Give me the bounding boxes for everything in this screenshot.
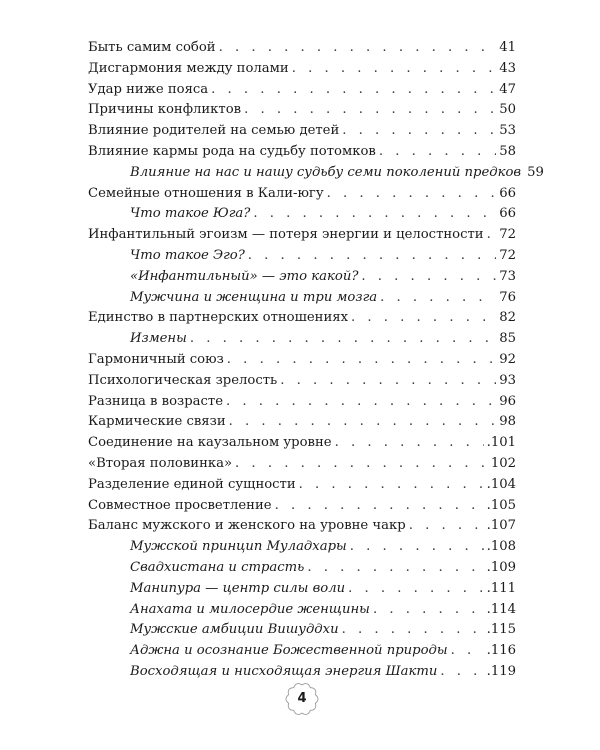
dot-leader — [409, 516, 484, 537]
toc-entry-title: Кармические связи — [88, 414, 226, 430]
toc-entry-page: 72 — [499, 227, 516, 243]
toc-entry-page: 92 — [499, 351, 516, 367]
dot-leader — [244, 100, 496, 121]
toc-entry-title: Единство в партнерских отношениях — [88, 310, 349, 326]
toc-entry-title: Что такое Эго? — [130, 247, 245, 263]
toc-entry-title: Аджна и осознание Божественной природы — [130, 643, 448, 659]
dot-leader — [440, 662, 483, 683]
toc-entry-page: .111 — [486, 580, 516, 596]
dot-leader — [227, 350, 496, 371]
toc-entry — [88, 496, 516, 517]
toc-entry-page: .116 — [486, 643, 516, 659]
toc-entry-page: .101 — [486, 435, 516, 451]
toc-entry-page: 102 — [490, 455, 516, 471]
toc-entry-page: .115 — [486, 622, 516, 638]
toc-subentry — [88, 662, 516, 683]
toc-entry — [88, 184, 516, 205]
toc-entry — [88, 371, 516, 392]
toc-subentry — [88, 204, 516, 225]
toc-entry-page: 66 — [499, 185, 516, 201]
page-number-badge — [285, 682, 319, 716]
dot-leader — [253, 204, 496, 225]
toc-entry-title: Что такое Юга? — [130, 206, 251, 222]
dot-leader — [292, 59, 497, 80]
toc-entry-title: Мужчина и женщина и три мозга — [130, 289, 378, 305]
toc-subentry — [88, 288, 516, 309]
dot-leader — [373, 600, 484, 621]
dot-leader — [380, 288, 496, 309]
toc-entry — [88, 308, 516, 329]
toc-entry — [88, 475, 516, 496]
toc-entry-title: Анахата и милосердие женщины — [130, 601, 370, 617]
toc-entry-title: Свадхистана и страсть — [130, 559, 305, 575]
toc-subentry — [88, 329, 516, 350]
toc-entry-page: 66 — [499, 206, 516, 222]
toc-entry-page: 85 — [499, 331, 516, 347]
toc-entry-page: 72 — [499, 247, 516, 263]
toc-subentry — [88, 600, 516, 621]
toc-entry — [88, 38, 516, 59]
toc-entry-page: 93 — [499, 372, 516, 388]
dot-leader — [335, 433, 484, 454]
toc-subentry — [88, 620, 516, 641]
dot-leader — [348, 579, 484, 600]
toc-entry-title: Восходящая и нисходящая энергия Шакти — [130, 663, 438, 679]
toc-entry — [88, 225, 516, 246]
toc-entry-page: 50 — [499, 102, 516, 118]
toc-subentry — [88, 641, 516, 662]
dot-leader — [219, 38, 497, 59]
dot-leader — [299, 475, 484, 496]
dot-leader — [307, 558, 483, 579]
toc-entry-page: 73 — [499, 268, 516, 284]
toc-entry-page: .109 — [486, 559, 516, 575]
dot-leader — [226, 392, 496, 413]
toc-entry-page: 47 — [499, 81, 516, 97]
toc-entry-title: «Вторая половинка» — [88, 455, 233, 471]
toc-entry — [88, 142, 516, 163]
dot-leader — [190, 329, 496, 350]
dot-leader — [350, 537, 484, 558]
toc-entry-page: 41 — [499, 40, 516, 55]
toc-entry-page: .104 — [486, 476, 516, 492]
toc-entry — [88, 392, 516, 413]
toc-entry-title: Баланс мужского и женского на уровне чакр — [88, 518, 406, 534]
toc-entry-title: Разница в возрасте — [88, 393, 224, 409]
toc-entry-page: .105 — [486, 497, 516, 513]
toc-entry-page: 53 — [499, 123, 516, 139]
toc-entry — [88, 121, 516, 142]
toc-entry-title: Дисгармония между полами — [88, 60, 289, 76]
dot-leader — [487, 225, 497, 246]
toc-subentry — [88, 537, 516, 558]
dot-leader — [211, 80, 496, 101]
toc-entry — [88, 516, 516, 537]
dot-leader — [275, 496, 484, 517]
toc-entry-title: Гармоничный союз — [88, 351, 224, 367]
toc-entry-page: .114 — [486, 601, 516, 617]
dot-leader — [351, 308, 496, 329]
toc-entry-page: .108 — [486, 539, 516, 555]
toc-subentry — [88, 246, 516, 267]
toc-entry-title: Измены — [130, 331, 187, 347]
toc-entry-title: Влияние на нас и нашу судьбу семи поколений предков — [130, 164, 522, 180]
toc-entry-page: .119 — [486, 663, 516, 679]
toc-subentry — [88, 267, 516, 288]
toc-entry — [88, 412, 516, 433]
toc-entry-title: Разделение единой сущности — [88, 476, 296, 492]
toc-entry-title: Совместное просветление — [88, 497, 272, 513]
dot-leader — [327, 184, 497, 205]
toc-entry-title: Психологическая зрелость — [88, 372, 278, 388]
toc-subentry — [88, 558, 516, 579]
toc-entry-page: 76 — [499, 289, 516, 305]
toc-entry-page: 98 — [499, 414, 516, 430]
toc-entry-title: Мужские амбиции Вишуддхи — [130, 622, 339, 638]
toc-entry-page: .107 — [486, 518, 516, 534]
dot-leader — [342, 620, 484, 641]
toc-entry-page: 96 — [499, 393, 516, 409]
toc-entry-title: Причины конфликтов — [88, 102, 242, 118]
toc-entry-title: Удар ниже пояса — [88, 81, 209, 97]
dot-leader — [361, 267, 496, 288]
page-number: 4 — [297, 691, 307, 706]
toc-entry-title: Манипура — центр силы воли — [130, 580, 346, 596]
toc-entry-page: 58 — [499, 143, 516, 159]
toc-entry-page: 43 — [499, 60, 516, 76]
toc-entry-page: 59 — [527, 164, 544, 180]
toc-entry — [88, 350, 516, 371]
table-of-contents — [88, 38, 544, 683]
dot-leader — [342, 121, 496, 142]
toc-entry-title: Инфантильный эгоизм — потеря энергии и целостности — [88, 227, 484, 243]
toc-entry-page: 82 — [499, 310, 516, 326]
toc-entry — [88, 80, 516, 101]
dot-leader — [248, 246, 496, 267]
toc-entry — [88, 59, 516, 80]
toc-subentry — [88, 579, 516, 600]
toc-subentry — [88, 163, 544, 184]
toc-entry-title: Влияние родителей на семью детей — [88, 123, 340, 139]
toc-entry-title: Семейные отношения в Кали-югу — [88, 185, 324, 201]
toc-entry-title: «Инфантильный» — это какой? — [130, 268, 359, 284]
toc-entry — [88, 433, 516, 454]
dot-leader — [451, 641, 484, 662]
toc-entry-title: Мужской принцип Муладхары — [130, 539, 347, 555]
toc-entry-title: Влияние кармы рода на судьбу потомков — [88, 143, 376, 159]
dot-leader — [280, 371, 496, 392]
toc-entry — [88, 454, 516, 475]
toc-entry — [88, 100, 516, 121]
toc-entry-title: Соединение на каузальном уровне — [88, 435, 332, 451]
dot-leader — [379, 142, 496, 163]
dot-leader — [229, 412, 497, 433]
toc-entry-title: Быть самим собой — [88, 40, 216, 55]
dot-leader — [235, 454, 488, 475]
